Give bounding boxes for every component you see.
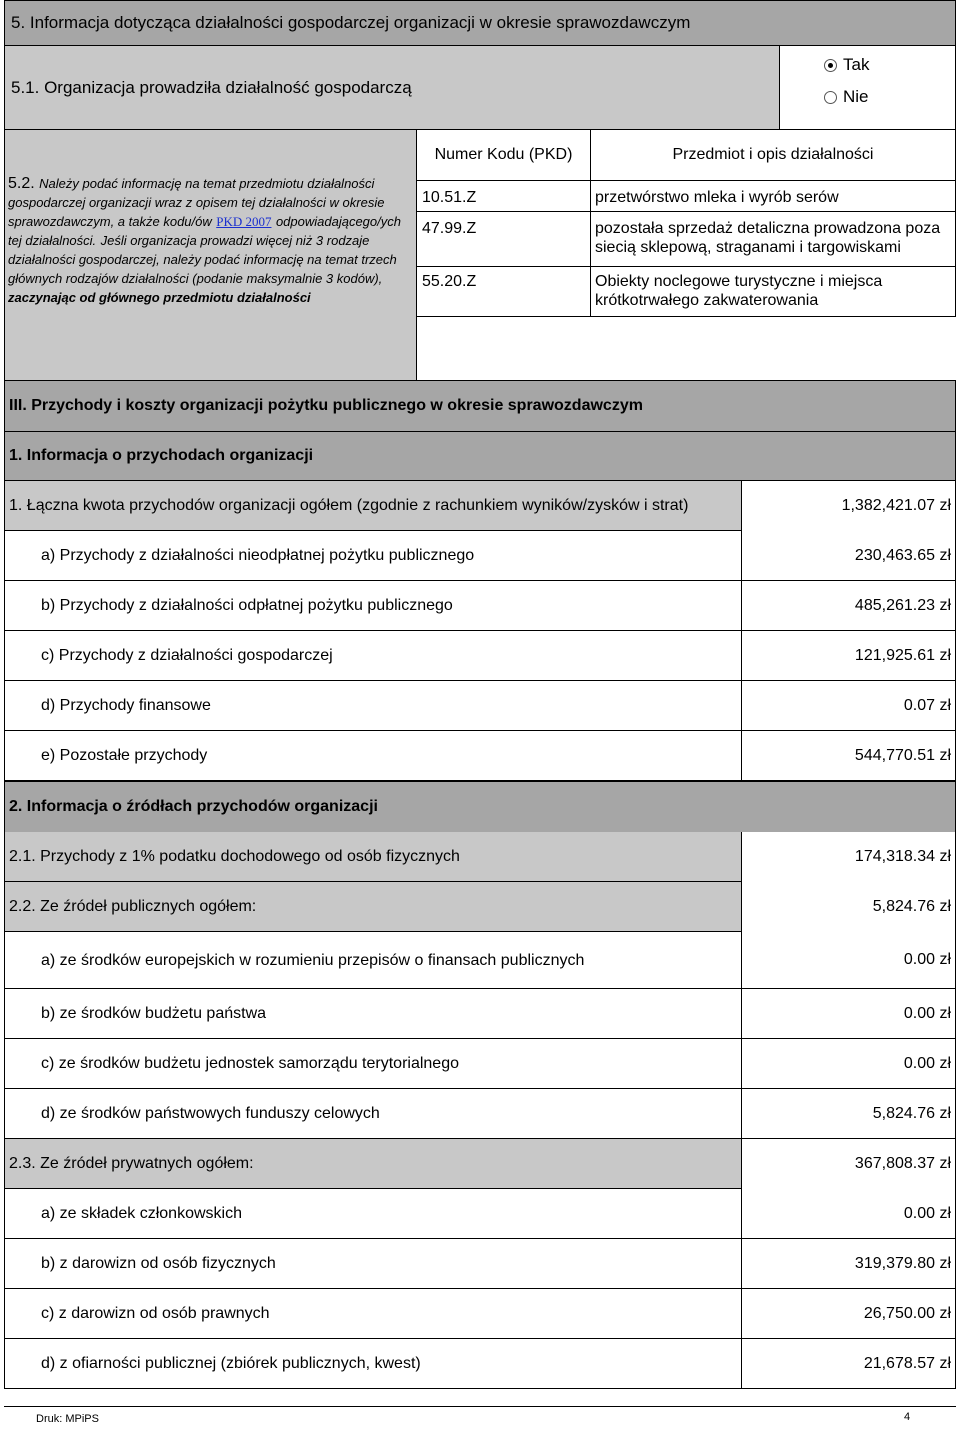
source-row (4, 1289, 956, 1339)
source-label: b) z darowizn od osób fizycznych (41, 1255, 276, 1272)
source-label: 2.1. Przychody z 1% podatku dochodowego od osób fizycznych (9, 848, 460, 865)
source-label: a) ze środków europejskich w rozumieniu przepisów o finansach publicznych (41, 951, 585, 969)
source-label: d) ze środków państwowych funduszy celowych (41, 1105, 380, 1122)
radio-nie-label: Nie (843, 87, 869, 106)
col-desc-header (590, 129, 956, 181)
income-row (4, 581, 956, 631)
source-label: b) ze środków budżetu państwa (41, 1005, 267, 1022)
source-row (4, 882, 956, 932)
source-label: c) ze środków budżetu jednostek samorządu terytorialnego (41, 1055, 459, 1072)
activity-code: 55.20.Z (422, 273, 477, 290)
col-desc-label: Przedmiot i opis działalności (672, 146, 874, 163)
section3-title: III. Przychody i koszty organizacji pożytku publicznego w okresie sprawozdawczym (9, 397, 643, 414)
income-info-header (4, 431, 956, 481)
source-label: 2.2. Ze źródeł publicznych ogółem: (9, 898, 257, 915)
income-row (4, 731, 956, 781)
footer-print-label: Druk: MPiPS (36, 1413, 99, 1425)
source-value: 0.00 zł (741, 989, 955, 1039)
activity-code: 47.99.Z (422, 220, 477, 237)
q52-description (8, 174, 416, 307)
source-label: a) ze składek członkowskich (41, 1205, 242, 1222)
income-value: 544,770.51 zł (741, 731, 955, 781)
income-value: 121,925.61 zł (741, 631, 955, 681)
source-row (4, 989, 956, 1039)
source-value: 174,318.34 zł (741, 832, 955, 882)
source-row (4, 1039, 956, 1089)
source-row (4, 1089, 956, 1139)
radio-tak[interactable] (824, 54, 955, 76)
activity-desc: przetwórstwo mleka i wyrób serów (595, 189, 839, 206)
source-label: c) z darowizn od osób prawnych (41, 1305, 270, 1322)
activity-desc: Obiekty noclegowe turystyczne i miejsca krótkotrwałego zakwaterowania (595, 273, 883, 310)
q52-number: 5.2. (8, 175, 35, 192)
source-value: 367,808.37 zł (741, 1139, 955, 1189)
radio-nie-indicator (824, 91, 837, 104)
activity-row (416, 212, 956, 267)
income-row (4, 631, 956, 681)
section3-header (4, 380, 956, 432)
section5-title: 5. Informacja dotycząca działalności gospodarczej organizacji w okresie sprawozdawczym (11, 13, 691, 32)
income-row (4, 531, 956, 581)
q52-text-d: zaczynając od głównego przedmiotu działalności (8, 290, 311, 305)
total-income-value: 1,382,421.07 zł (741, 481, 955, 531)
q52-text-b: odpowiadającego/ych tej działalności. (8, 214, 401, 248)
page-number: 4 (904, 1411, 911, 1423)
col-code-header (416, 129, 591, 181)
pkd-2007-link[interactable]: PKD 2007 (216, 214, 272, 229)
total-income-row (4, 481, 956, 531)
activity-desc: pozostała sprzedaż detaliczna prowadzona poza siecią sklepową, straganami i targowiskami (595, 220, 941, 257)
q52-text-a: Należy podać informację na temat przedmiotu działalności gospodarczej organizacji wraz z opisem tej działalności w okresie sprawozdawczym, a także kodu/ów (8, 176, 385, 229)
income-row (4, 681, 956, 731)
q51-label: 5.1. Organizacja prowadziła działalność gospodarczą (11, 77, 412, 97)
radio-tak-label: Tak (843, 55, 870, 74)
source-label: 2.3. Ze źródeł prywatnych ogółem: (9, 1155, 254, 1172)
footer-divider (4, 1406, 956, 1407)
section5-header (4, 0, 956, 46)
radio-tak-indicator (824, 59, 837, 72)
source-row (4, 1239, 956, 1289)
activity-row (416, 267, 956, 317)
q52-text-c: Jeśli organizacja prowadzi więcej niż 3 rodzaje działalności gospodarczej, należy podać informację na temat trzech głównych rodzajów działalności (podanie maksymalnie 3 kodów), (8, 233, 397, 286)
source-value: 26,750.00 zł (741, 1289, 955, 1339)
source-value: 5,824.76 zł (741, 1089, 955, 1139)
income-label: e) Pozostałe przychody (41, 747, 208, 764)
source-row (4, 1189, 956, 1239)
col-code-label: Numer Kodu (PKD) (434, 146, 573, 163)
source-value: 0.00 zł (741, 1189, 955, 1239)
sources-header (4, 781, 956, 833)
q51-label-cell (4, 45, 780, 130)
source-row (4, 932, 956, 989)
radio-nie[interactable] (824, 86, 955, 108)
income-label: b) Przychody z działalności odpłatnej pożytku publicznego (41, 597, 453, 614)
income-value: 230,463.65 zł (741, 531, 955, 581)
income-label: a) Przychody z działalności nieodpłatnej pożytku publicznego (41, 547, 475, 564)
q51-options-cell (779, 45, 956, 130)
source-row (4, 1139, 956, 1189)
source-value: 319,379.80 zł (741, 1239, 955, 1289)
activity-code: 10.51.Z (422, 189, 477, 206)
income-label: c) Przychody z działalności gospodarczej (41, 647, 333, 664)
total-income-label: 1. Łączna kwota przychodów organizacji ogółem (zgodnie z rachunkiem wyników/zysków i strat) (9, 497, 689, 514)
source-value: 21,678.57 zł (741, 1339, 955, 1389)
source-row (4, 832, 956, 882)
source-value: 5,824.76 zł (741, 882, 955, 932)
income-label: d) Przychody finansowe (41, 697, 211, 714)
source-value: 0.00 zł (741, 932, 955, 988)
sources-title: 2. Informacja o źródłach przychodów organizacji (9, 798, 378, 815)
income-value: 0.07 zł (741, 681, 955, 731)
source-value: 0.00 zł (741, 1039, 955, 1089)
income-value: 485,261.23 zł (741, 581, 955, 631)
activity-row (416, 180, 956, 212)
source-row (4, 1339, 956, 1389)
income-info-title: 1. Informacja o przychodach organizacji (9, 447, 314, 464)
source-label: d) z ofiarności publicznej (zbiórek publicznych, kwest) (41, 1355, 421, 1372)
